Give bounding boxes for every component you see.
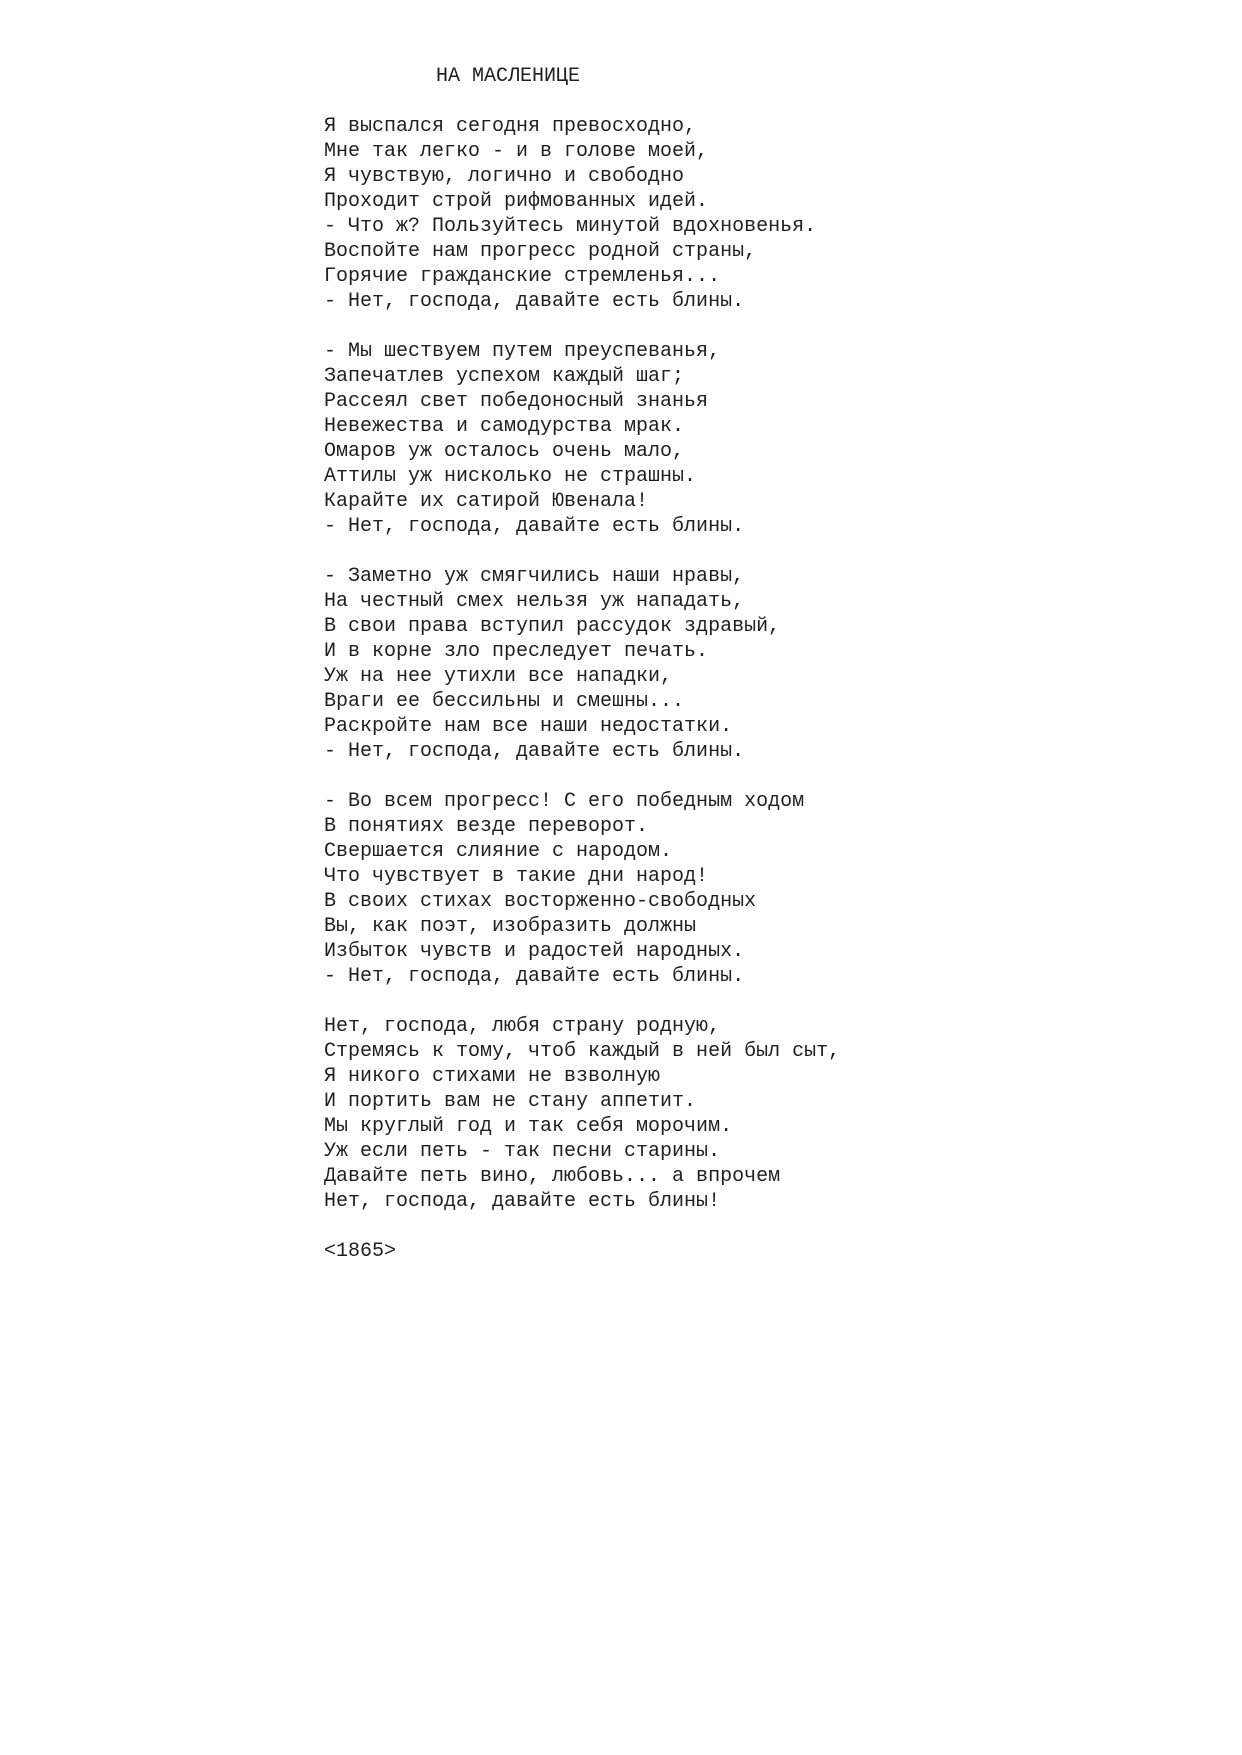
poem-line: В свои права вступил рассудок здравый, — [324, 615, 781, 638]
poem-line: Уж на нее утихли все нападки, — [324, 665, 673, 688]
poem-line: Свершается слияние с народом. — [324, 840, 673, 863]
poem-line: Мне так легко - и в голове моей, — [324, 140, 709, 163]
poem-line: Стремясь к тому, чтоб каждый в ней был сыт, — [324, 1040, 841, 1063]
poem-line: Враги ее бессильны и смешны... — [324, 690, 685, 713]
poem-line: Рассеял свет победоносный знанья — [324, 390, 709, 413]
poem-refrain: - Нет, господа, давайте есть блины. — [324, 740, 745, 763]
poem-line: Я чувствую, логично и свободно — [324, 165, 685, 188]
poem-refrain: - Нет, господа, давайте есть блины. — [324, 290, 745, 313]
poem-line: На честный смех нельзя уж нападать, — [324, 590, 745, 613]
poem-line: Аттилы уж нисколько не страшны. — [324, 465, 697, 488]
poem-line: - Что ж? Пользуйтесь минутой вдохновенья. — [324, 215, 817, 238]
poem-line: Горячие гражданские стремленья... — [324, 265, 721, 288]
poem-line: Нет, господа, любя страну родную, — [324, 1015, 721, 1038]
poem-line: Омаров уж осталось очень мало, — [324, 440, 685, 463]
poem-title: НА МАСЛЕНИЦЕ — [436, 65, 581, 88]
poem-line: Карайте их сатирой Ювенала! — [324, 490, 649, 513]
poem-line: Мы круглый год и так себя морочим. — [324, 1115, 733, 1138]
poem-line: - Во всем прогресс! С его победным ходом — [324, 790, 805, 813]
poem-line: Давайте петь вино, любовь... а впрочем — [324, 1165, 781, 1188]
poem-line: И портить вам не стану аппетит. — [324, 1090, 697, 1113]
stanza-3 — [324, 564, 1204, 764]
stanza-5 — [324, 1014, 1204, 1214]
poem-date: <1865> — [324, 1240, 397, 1263]
poem-line: Раскройте нам все наши недостатки. — [324, 715, 733, 738]
poem-line: Я выспался сегодня превосходно, — [324, 115, 697, 138]
poem-line: В понятиях везде переворот. — [324, 815, 649, 838]
poem-line: - Мы шествуем путем преуспеванья, — [324, 340, 721, 363]
poem-refrain: - Нет, господа, давайте есть блины. — [324, 965, 745, 988]
poem-line: Воспойте нам прогресс родной страны, — [324, 240, 757, 263]
stanza-2 — [324, 339, 1204, 539]
stanza-4 — [324, 789, 1204, 989]
stanza-1 — [324, 114, 1204, 314]
poem-line: - Заметно уж смягчились наши нравы, — [324, 565, 745, 588]
poem-line: Проходит строй рифмованных идей. — [324, 190, 709, 213]
poem-line: Невежества и самодурства мрак. — [324, 415, 685, 438]
poem-line: Уж если петь - так песни старины. — [324, 1140, 721, 1163]
poem-body — [324, 114, 1204, 1264]
poem-line: Избыток чувств и радостей народных. — [324, 940, 745, 963]
poem-line: Вы, как поэт, изобразить должны — [324, 915, 697, 938]
poem-line: Что чувствует в такие дни народ! — [324, 865, 709, 888]
poem-refrain: Нет, господа, давайте есть блины! — [324, 1190, 721, 1213]
poem-line: Запечатлев успехом каждый шаг; — [324, 365, 685, 388]
poem-refrain: - Нет, господа, давайте есть блины. — [324, 515, 745, 538]
poem-line: И в корне зло преследует печать. — [324, 640, 709, 663]
poem-line: Я никого стихами не взволную — [324, 1065, 661, 1088]
poem-line: В своих стихах восторженно-свободных — [324, 890, 757, 913]
